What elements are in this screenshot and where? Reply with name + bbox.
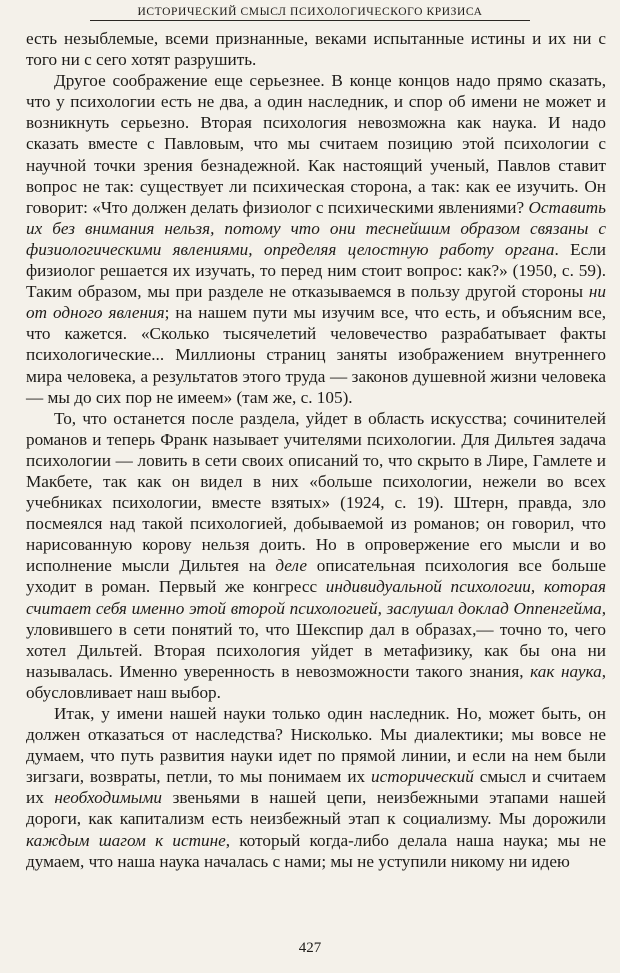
text-segment: Итак, у имени нашей науки только один наследник. Но, может быть, он должен отказаться от наследства? Нисколько. Мы диалектики; мы вовсе не думаем, что путь развития науки идет по прямой линии, и если на нем были зигзаги, возвраты, петли, то мы понимаем их: [26, 704, 606, 787]
text-segment: смысл и считаем их: [26, 767, 606, 808]
italic-text-segment: исторический: [371, 767, 474, 787]
paragraph: [26, 28, 606, 70]
italic-text-segment: индивидуальной психологии, которая считает себя именно этой второй психологией, заслушал доклад Оппенгейма: [26, 577, 606, 618]
italic-text-segment: Оставить их без внимания нельзя, потому что они теснейшим образом связаны с физиологическими явлениями, определяя целостную работу органа: [26, 197, 606, 259]
page-number: 427: [298, 940, 322, 956]
text-segment: То, что останется после раздела, уйдет в область искусства; сочинителей романов и теперь Франк называет учителями психологии. Для Дильтея задача психологии — ловить в сети своих описаний то, что скрыто в Лире, Гамлете и Макбете, так как он видел в них «больше психологии, нежели во всех учебниках психологии, вместе взятых» (1924, с. 19). Штерн, правда, зло посмеялся над такой психологией, добываемой из романов; он говорил, что нарисованную корову нельзя доить. Но в опровержение его мысли и во исполнение мысли Дильтея на: [26, 408, 606, 576]
text-segment: есть незыблемые, всеми признанные, веками испытанные истины и их ни с того ни с сего хотят разрушить.: [26, 29, 606, 70]
text-segment: звеньями в нашей цепи, неизбежными этапами нашей дороги, как капитализм есть неизбежный этап к социализму. Мы дорожили: [26, 788, 606, 829]
italic-text-segment: как наука: [530, 661, 602, 681]
italic-text-segment: необходимыми: [54, 788, 162, 808]
italic-text-segment: ни от одного явления: [26, 282, 606, 323]
paragraph: [26, 70, 606, 408]
paragraph: [26, 703, 606, 872]
text-segment: , обусловливает наш выбор.: [26, 661, 606, 702]
body-text: [26, 28, 606, 872]
text-segment: , который когда-либо делала наша наука; мы не думаем, что наша наука началась с нами; мы не уступили никому ни идею: [26, 830, 606, 871]
text-segment: , уловившего в сети понятий то, что Шекспир дал в образах,— точно то, чего хотел Дильтей. Вторая психология уйдет в метафизику, как бы она ни называлась. Именно уверенность в невозможности такого знания,: [26, 598, 606, 681]
text-segment: . Если физиолог решается их изучать, то перед ним стоит вопрос: как?» (1950, с. 59). Таким образом, мы при разделе не отказываемся в пользу другой стороны: [26, 239, 607, 302]
running-header: ИСТОРИЧЕСКИЙ СМЫСЛ ПСИХОЛОГИЧЕСКОГО КРИЗИСА: [90, 6, 530, 21]
paragraph: [26, 408, 606, 703]
text-segment: Другое соображение еще серьезнее. В конце концов надо прямо сказать, что у психологии есть не два, а один наследник, и спор об имени не может и возникнуть серьезно. Вторая психология невозможна как наука. И надо сказать вместе с Павловым, что мы считаем позицию этой психологии с научной точки зрения безнадежной. Как настоящий ученый, Павлов ставит вопрос не так: существует ли психическая сторона, а так: как ее изучить. Он говорит: «Что должен делать физиолог с психическими явлениями?: [26, 71, 606, 217]
italic-text-segment: каждым шагом к истине: [26, 830, 226, 850]
italic-text-segment: деле: [275, 556, 308, 576]
text-segment: ; на нашем пути мы изучим все, что есть, и объясним все, что кажется. «Сколько тысячелетий человечество разрабатывает факты психологические... Миллионы страниц заняты изображением внутреннего мира человека, а результатов этого труда — законов душевной жизни человека — мы до сих пор не имеем» (там же, с. 105).: [26, 303, 606, 407]
text-segment: описательная психология все больше уходит в роман. Первый же конгресс: [26, 556, 606, 597]
